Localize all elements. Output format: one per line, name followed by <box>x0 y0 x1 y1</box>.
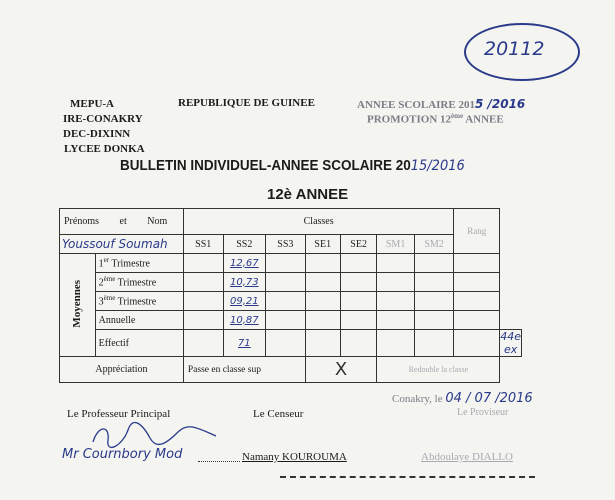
place-date-hand: 04 / 07 /2016 <box>445 391 533 406</box>
school-year-print: ANNEE SCOLAIRE 201 <box>357 99 475 111</box>
row-label-3: 3ème Trimestre <box>95 292 183 311</box>
promotion-tail: ANNEE <box>463 113 504 126</box>
effectif-value: 71 <box>223 330 265 357</box>
proviseur-label: Le Proviseur <box>457 407 509 418</box>
passe-mark: X <box>305 357 377 383</box>
grade-value-annuelle: 10,87 <box>223 311 265 330</box>
promotion-print: PROMOTION 12 <box>367 113 452 126</box>
school-year-line <box>357 97 525 111</box>
class-sm1: SM1 <box>377 235 414 254</box>
ministry-line: MEPU-A <box>70 98 114 110</box>
bulletin-title-hand: 15/2016 <box>410 158 465 174</box>
school-year-hand: 5 /2016 <box>474 97 526 111</box>
place-date-line <box>392 391 533 406</box>
grade-value-3: 09,21 <box>223 292 265 311</box>
promotion-line <box>367 112 504 126</box>
class-ss2: SS2 <box>223 235 265 254</box>
row-label-2: 2ème Trimestre <box>95 273 183 292</box>
row-label-1: 1er Trimestre <box>95 254 183 273</box>
name-header-cell <box>60 209 184 235</box>
moyennes-cell <box>60 254 96 357</box>
dotted-leader <box>198 461 240 462</box>
class-sm2: SM2 <box>414 235 454 254</box>
republic-title: REPUBLIQUE DE GUINEE <box>178 97 315 109</box>
class-se2: SE2 <box>340 235 377 254</box>
redouble-label: Redouble la classe <box>377 357 500 383</box>
grade-value-2: 10,73 <box>223 273 265 292</box>
prof-principal-label: Le Professeur Principal <box>67 408 171 420</box>
rang-header: Rang <box>454 209 500 254</box>
grade-title: 12è ANNEE <box>267 186 349 203</box>
ire-line: IRE-CONAKRY <box>63 113 143 125</box>
passe-cell <box>183 357 305 383</box>
ministry-block <box>63 97 145 157</box>
row-label-annuelle: Annuelle <box>95 311 183 330</box>
place-date-print: Conakry, le <box>392 393 446 405</box>
prof-principal-name: Mr Cournbory Mod <box>62 447 183 462</box>
censeur-label: Le Censeur <box>253 408 304 420</box>
school-line: LYCEE DONKA <box>64 143 145 155</box>
grade-value-1: 12,67 <box>223 254 265 273</box>
bulletin-title <box>120 158 465 174</box>
class-se1: SE1 <box>305 235 340 254</box>
dashed-bottom-line <box>280 476 535 478</box>
signature-scribble <box>88 420 228 450</box>
censeur-name: Namany KOUROUMA <box>242 451 347 463</box>
name-header: Prénoms et Nom <box>64 216 168 227</box>
appreciation-label: Appréciation <box>60 357 184 383</box>
rang-value: 44e ex <box>500 330 521 356</box>
class-ss1: SS1 <box>183 235 223 254</box>
classes-header: Classes <box>183 209 453 235</box>
dec-line: DEC-DIXINN <box>63 128 131 140</box>
grades-table <box>59 208 522 383</box>
class-ss3: SS3 <box>266 235 306 254</box>
student-name: Youssouf Soumah <box>60 235 184 254</box>
stamp-number: 20112 <box>484 38 545 60</box>
proviseur-name: Abdoulaye DIALLO <box>421 451 513 463</box>
passe-label: Passe en classe sup <box>187 364 261 375</box>
bulletin-title-print: BULLETIN INDIVIDUEL-ANNEE SCOLAIRE 20 <box>120 158 411 174</box>
promotion-sup: ème <box>451 112 464 120</box>
moyennes-label: Moyennes <box>71 279 84 328</box>
row-label-effectif: Effectif <box>95 330 183 357</box>
